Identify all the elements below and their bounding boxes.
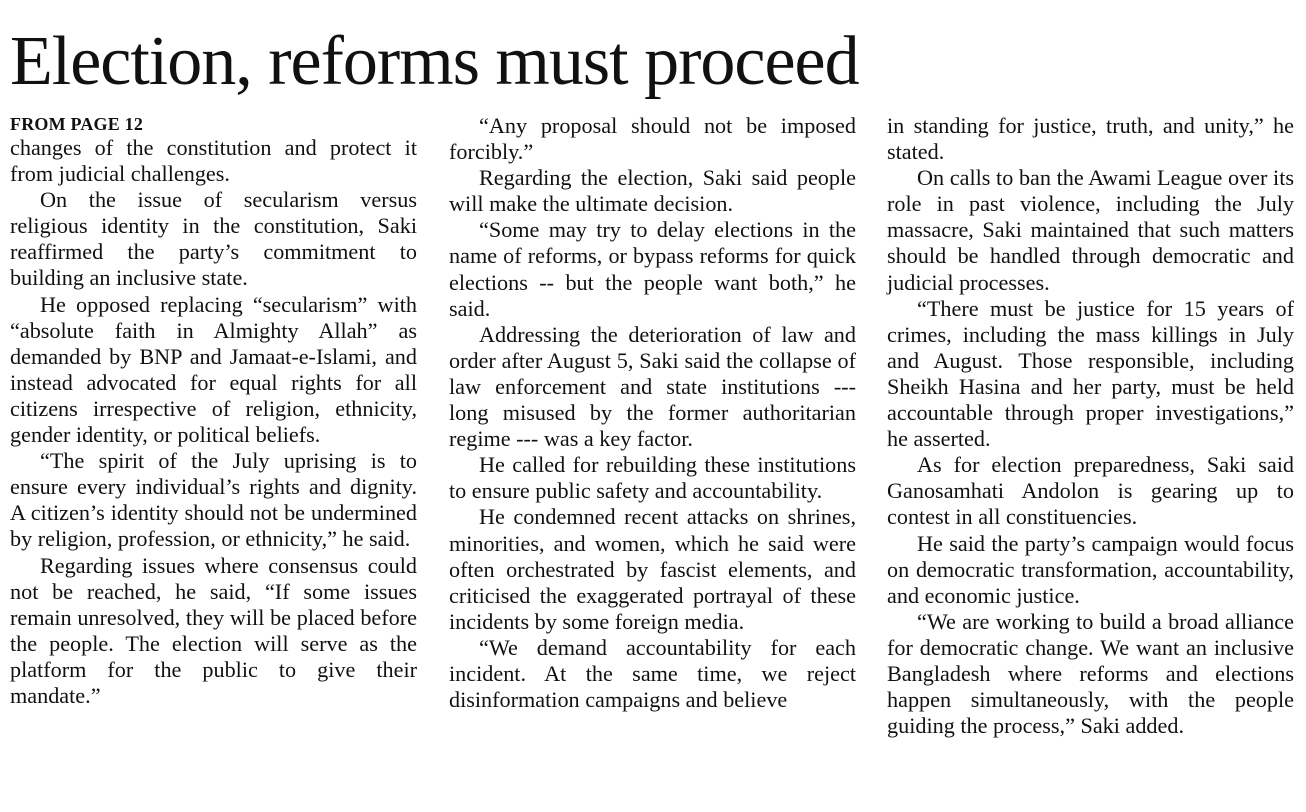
article-column-3	[887, 113, 1294, 739]
paragraph: As for election preparedness, Saki said Ganosamhati Andolon is gearing up to contest in all constituencies.	[887, 452, 1294, 530]
paragraph: “Some may try to delay elections in the name of reforms, or bypass reforms for quick elections -- but the people want both,” he said.	[449, 217, 856, 321]
paragraph: Addressing the deterioration of law and order after August 5, Saki said the collapse of law enforcement and state institutions --- long misused by the former authoritarian regime --- was a key factor.	[449, 321, 856, 452]
paragraph: “We demand accountability for each incident. At the same time, we reject disinformation campaigns and believe	[449, 634, 856, 713]
paragraph: Regarding the election, Saki said people will make the ultimate decision.	[449, 165, 856, 217]
paragraph: He condemned recent attacks on shrines, minorities, and women, which he said were often orchestrated by fascist elements, and criticised the exaggerated portrayal of these incidents by some foreign media.	[449, 504, 856, 634]
continued-from-label: FROM PAGE 12	[10, 114, 144, 134]
paragraph: He said the party’s campaign would focus on democratic transformation, accountability, and economic justice.	[887, 530, 1294, 608]
paragraph: in standing for justice, truth, and unity,” he stated.	[887, 113, 1294, 165]
article-column-1	[10, 113, 417, 709]
paragraph: He called for rebuilding these institutions to ensure public safety and accountability.	[449, 452, 856, 504]
paragraph: “The spirit of the July uprising is to ensure every individual’s rights and dignity. A citizen’s identity should not be undermined by religion, profession, or ethnicity,” he said.	[10, 448, 417, 552]
paragraph: On calls to ban the Awami League over its role in past violence, including the July massacre, Saki maintained that such matters should be handled through democratic and judicial processes.	[887, 165, 1294, 295]
paragraph: He opposed replacing “secularism” with “absolute faith in Almighty Allah” as demanded by BNP and Jamaat-e-Islami, and instead advocated for equal rights for all citizens irrespective of religion, ethnicity, gender identity, or political beliefs.	[10, 291, 417, 448]
article-column-2	[449, 113, 856, 713]
paragraph: “We are working to build a broad alliance for democratic change. We want an inclusive Bangladesh where reforms and elections happen simultaneously, with the people guiding the process,” Saki added.	[887, 608, 1294, 739]
paragraph: On the issue of secularism versus religious identity in the constitution, Saki reaffirmed the party’s commitment to building an inclusive state.	[10, 187, 417, 291]
paragraph: “There must be justice for 15 years of crimes, including the mass killings in July and August. Those responsible, including Sheikh Hasina and her party, must be held accountable through proper investigations,” he asserted.	[887, 295, 1294, 452]
paragraph: changes of the constitution and protect it from judicial challenges.	[10, 135, 417, 187]
paragraph: “Any proposal should not be imposed forcibly.”	[449, 113, 856, 165]
paragraph: Regarding issues where consensus could not be reached, he said, “If some issues remain unresolved, they will be placed before the people. The election will serve as the platform for the public to give their mandate.”	[10, 552, 417, 708]
article-headline: Election, reforms must proceed	[10, 23, 859, 100]
